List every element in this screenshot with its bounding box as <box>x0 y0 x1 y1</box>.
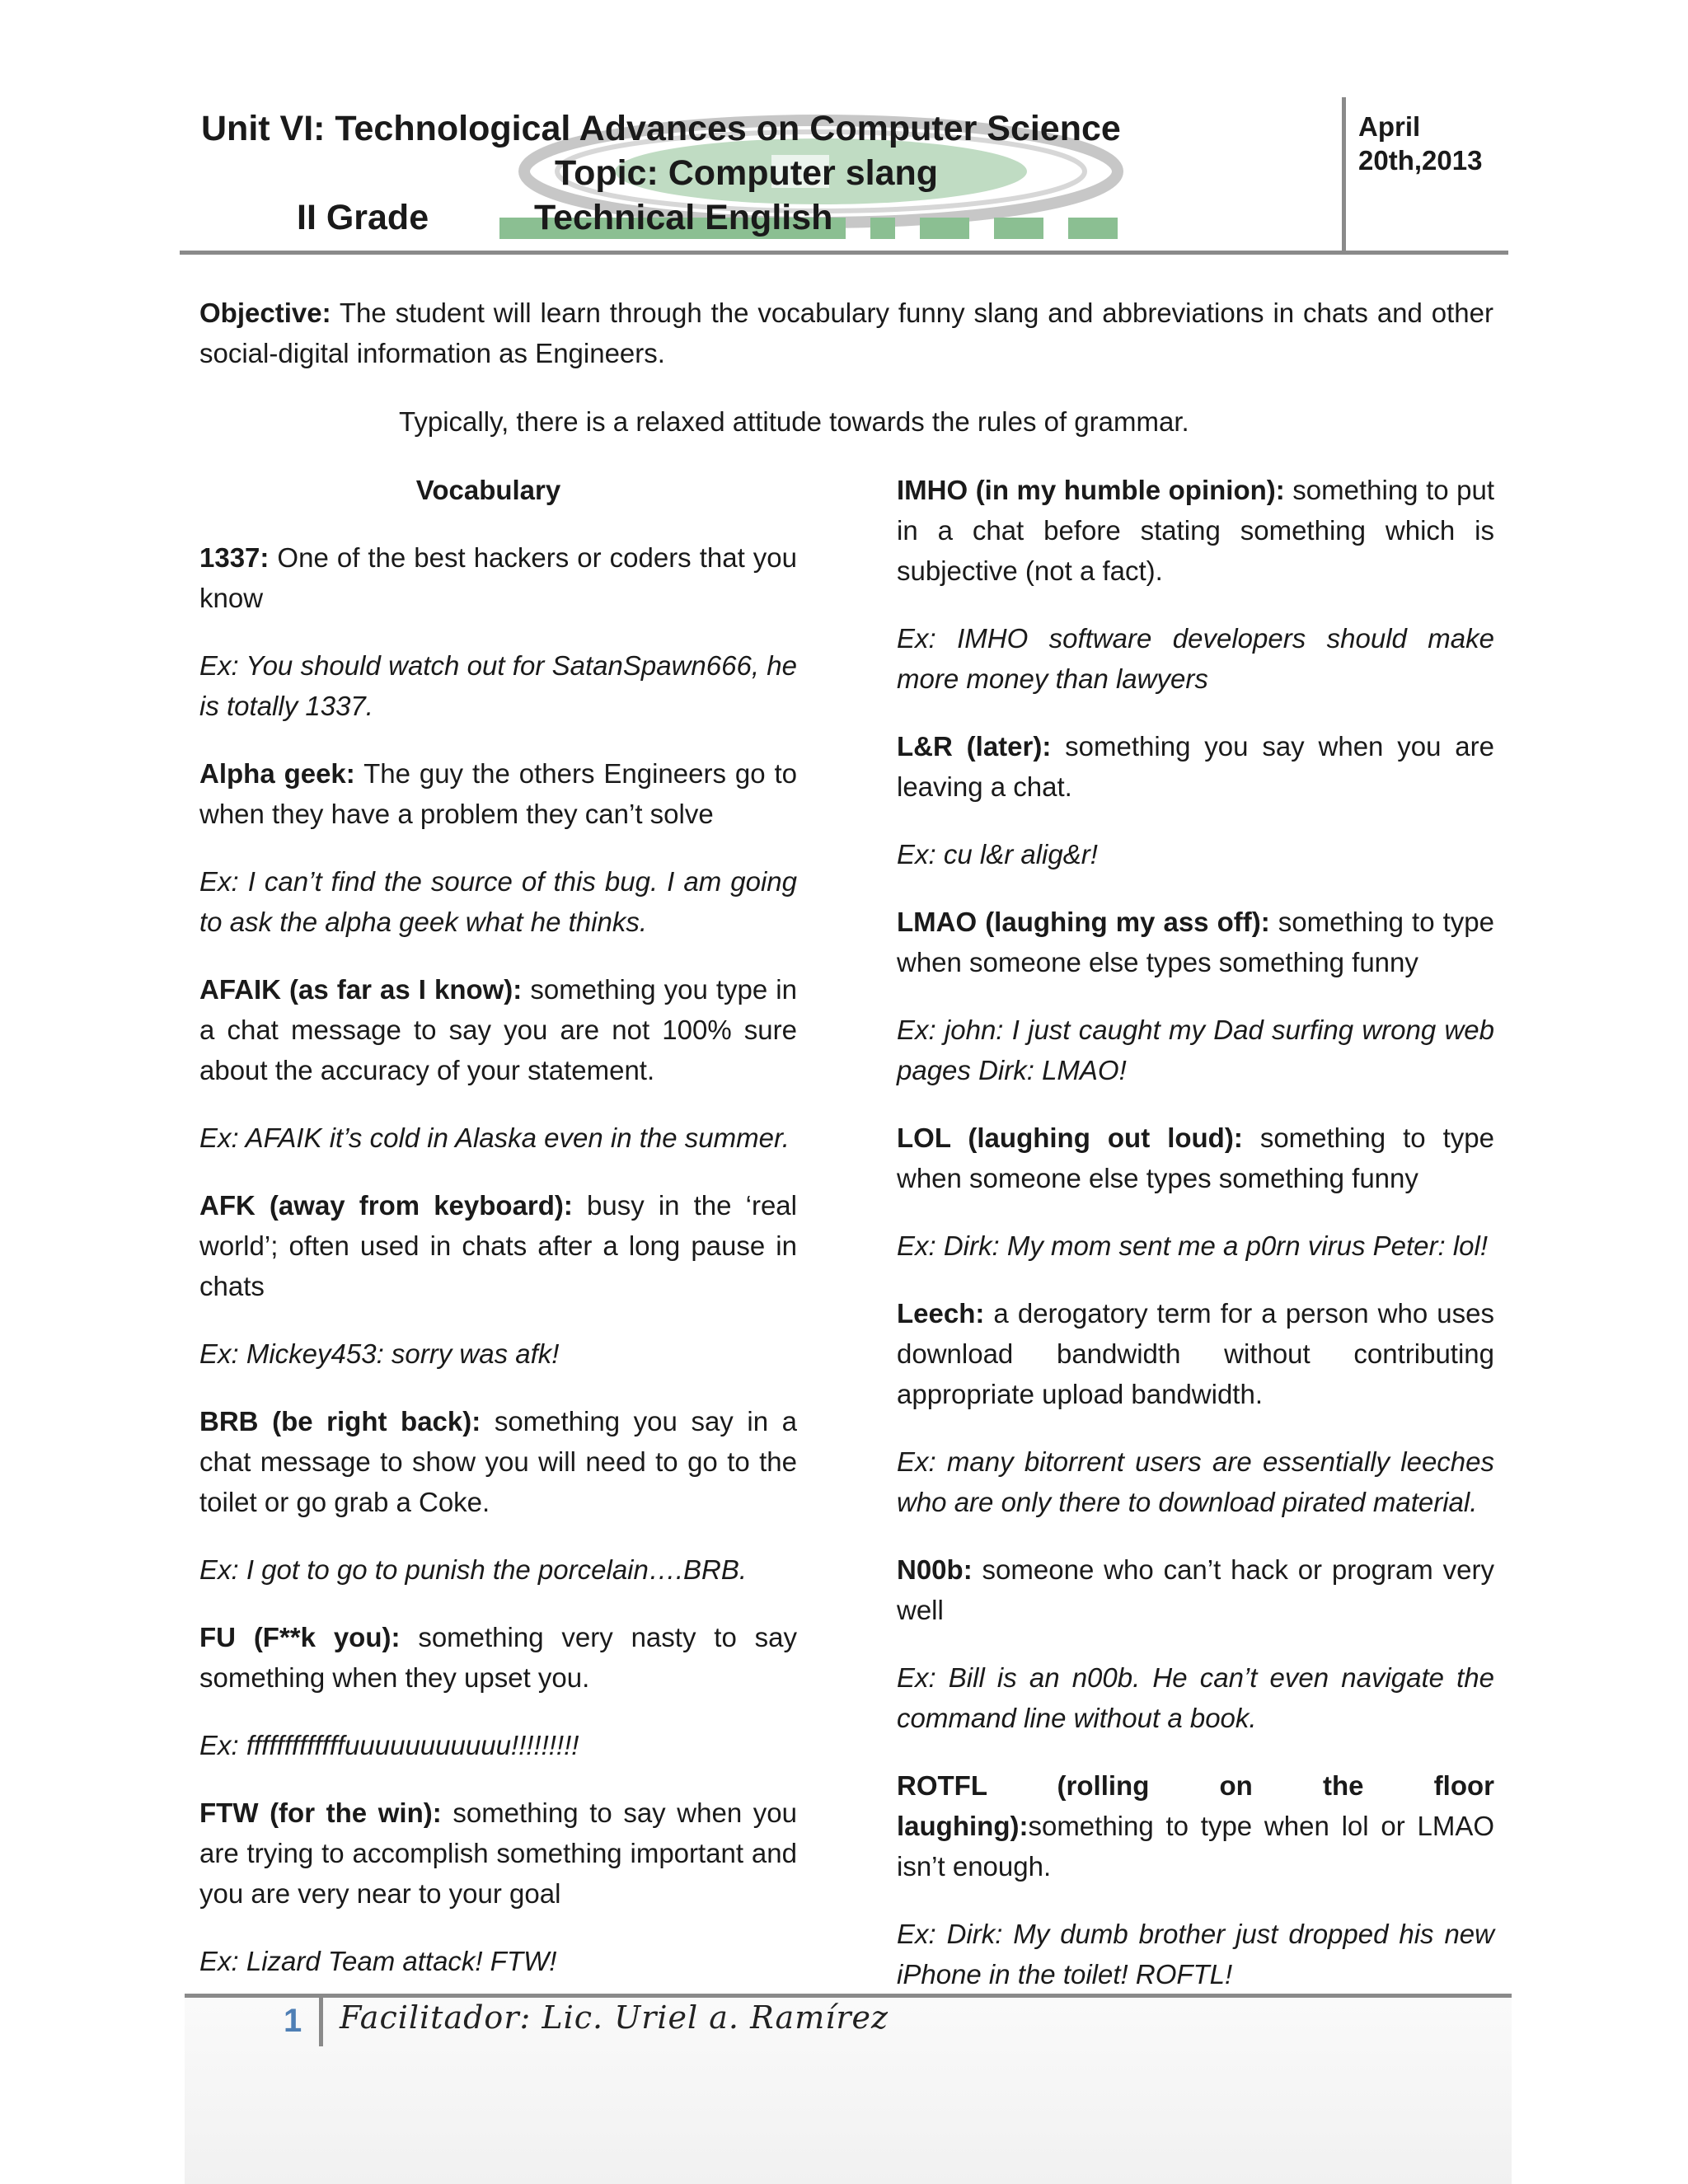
vocab-example: Ex: cu l&r alig&r! <box>897 839 1098 869</box>
grade-label: II Grade <box>297 198 429 237</box>
objective-label: Objective: <box>199 298 331 328</box>
topic-title: Topic: Computer slang <box>555 153 939 193</box>
vocabulary-heading: Vocabulary <box>415 475 561 505</box>
footer-divider-vertical <box>319 1997 323 2046</box>
vocab-example: Ex: IMHO software developers should make more money than lawyers <box>897 623 1494 694</box>
vocab-entry <box>199 969 797 1090</box>
vocab-entry <box>199 537 797 618</box>
vocab-definition: something you say when you are leaving a chat. <box>897 731 1494 802</box>
vocab-definition: something very nasty to say something when they upset you. <box>199 1622 797 1693</box>
unit-title: Unit VI: Technological Advances on Computer Science <box>201 109 1121 148</box>
footer-divider-horizontal <box>185 1994 1512 1998</box>
vocab-definition: something you type in a chat message to say you are not 100% sure about the accuracy of your statement. <box>199 974 797 1085</box>
page-header <box>180 97 1507 252</box>
vocab-definition: something to put in a chat before stating something which is subjective (not a fact). <box>897 475 1494 586</box>
vocab-term: Leech: <box>897 1298 985 1329</box>
vocabulary-column-right <box>897 470 1494 2022</box>
vocab-term: AFAIK (as far as I know): <box>199 974 523 1005</box>
grammar-note: Typically, there is a relaxed attitude towards the rules of grammar. <box>399 406 1189 437</box>
vocab-example: Ex: fffffffffffffuuuuuuuuuuu!!!!!!!!! <box>199 1730 579 1760</box>
vocab-example: Ex: I can’t find the source of this bug. I am going to ask the alpha geek what he thinks. <box>199 866 797 937</box>
page-number: 1 <box>284 2003 302 2039</box>
vocab-term: 1337: <box>199 542 270 573</box>
vocabulary-column-left <box>199 470 797 2008</box>
vocab-definition: One of the best hackers or coders that you know <box>199 542 797 613</box>
vocab-term: L&R (later): <box>897 731 1052 762</box>
vocab-entry <box>199 1185 797 1306</box>
vocab-definition: something to type when lol or LMAO isn’t enough. <box>897 1811 1494 1882</box>
vocab-entry <box>897 1765 1494 1886</box>
header-divider-horizontal <box>180 251 1508 255</box>
vocab-term: LMAO (laughing my ass off): <box>897 907 1270 937</box>
vocab-term: FTW (for the win): <box>199 1797 442 1828</box>
vocab-definition: something to say when you are trying to accomplish something important and you are very near to your goal <box>199 1797 797 1909</box>
vocab-definition: a derogatory term for a person who uses download bandwidth without contributing appropriate upload bandwidth. <box>897 1298 1494 1409</box>
vocab-term: FU (F**k you): <box>199 1622 401 1652</box>
vocab-example: Ex: Bill is an n00b. He can’t even navigate the command line without a book. <box>897 1662 1494 1733</box>
vocab-entry <box>897 1293 1494 1414</box>
vocab-example: Ex: john: I just caught my Dad surfing wrong web pages Dirk: LMAO! <box>897 1015 1494 1085</box>
vocab-entry <box>199 1401 797 1522</box>
vocab-definition: busy in the ‘real world’; often used in chats after a long pause in chats <box>199 1190 797 1301</box>
date-block <box>1358 110 1498 177</box>
vocab-example: Ex: Dirk: My dumb brother just dropped his new iPhone in the toilet! ROFTL! <box>897 1919 1494 1990</box>
date-day-year: 20th,2013 <box>1358 145 1483 176</box>
vocab-entry <box>897 470 1494 591</box>
vocab-term: AFK (away from keyboard): <box>199 1190 573 1221</box>
vocab-example: Ex: Lizard Team attack! FTW! <box>199 1946 557 1976</box>
vocab-term: N00b: <box>897 1554 973 1585</box>
objective-paragraph <box>199 293 1493 373</box>
vocab-definition: something to type when someone else types something funny <box>897 907 1494 977</box>
vocab-term: ROTFL (rolling on the floor laughing): <box>897 1770 1494 1841</box>
vocab-definition: someone who can’t hack or program very well <box>897 1554 1494 1625</box>
vocab-entry <box>897 726 1494 807</box>
vocab-entry <box>897 902 1494 982</box>
vocab-example: Ex: You should watch out for SatanSpawn666, he is totally 1337. <box>199 650 797 721</box>
vocab-entry <box>897 1118 1494 1198</box>
vocab-entry <box>199 1793 797 1914</box>
vocab-entry <box>897 1549 1494 1630</box>
vocab-term: BRB (be right back): <box>199 1406 481 1436</box>
vocab-entry <box>199 753 797 834</box>
vocab-term: IMHO (in my humble opinion): <box>897 475 1285 505</box>
vocab-entry <box>199 1617 797 1698</box>
vocab-term: Alpha geek: <box>199 758 355 789</box>
vocab-example: Ex: AFAIK it’s cold in Alaska even in the summer. <box>199 1122 790 1153</box>
vocab-example: Ex: I got to go to punish the porcelain….BRB. <box>199 1554 748 1585</box>
header-divider-vertical <box>1342 97 1346 254</box>
vocab-example: Ex: Mickey453: sorry was afk! <box>199 1338 560 1369</box>
vocab-definition: something to type when someone else types something funny <box>897 1122 1494 1193</box>
vocab-example: Ex: Dirk: My mom sent me a p0rn virus Peter: lol! <box>897 1230 1489 1261</box>
vocab-definition: The guy the others Engineers go to when they have a problem they can’t solve <box>199 758 797 829</box>
date-month: April <box>1358 111 1421 142</box>
objective-text: The student will learn through the vocabulary funny slang and abbreviations in chats and other social-digital information as Engineers. <box>199 298 1493 368</box>
vocab-term: LOL (laughing out loud): <box>897 1122 1243 1153</box>
vocab-example: Ex: many bitorrent users are essentially leeches who are only there to download pirated material. <box>897 1446 1494 1517</box>
facilitator-signature: Facilitador: Lic. Uriel a. Ramírez <box>340 1999 889 2036</box>
vocab-definition: something you say in a chat message to show you will need to go to the toilet or go grab a Coke. <box>199 1406 797 1517</box>
subject-label: Technical English <box>534 198 833 237</box>
